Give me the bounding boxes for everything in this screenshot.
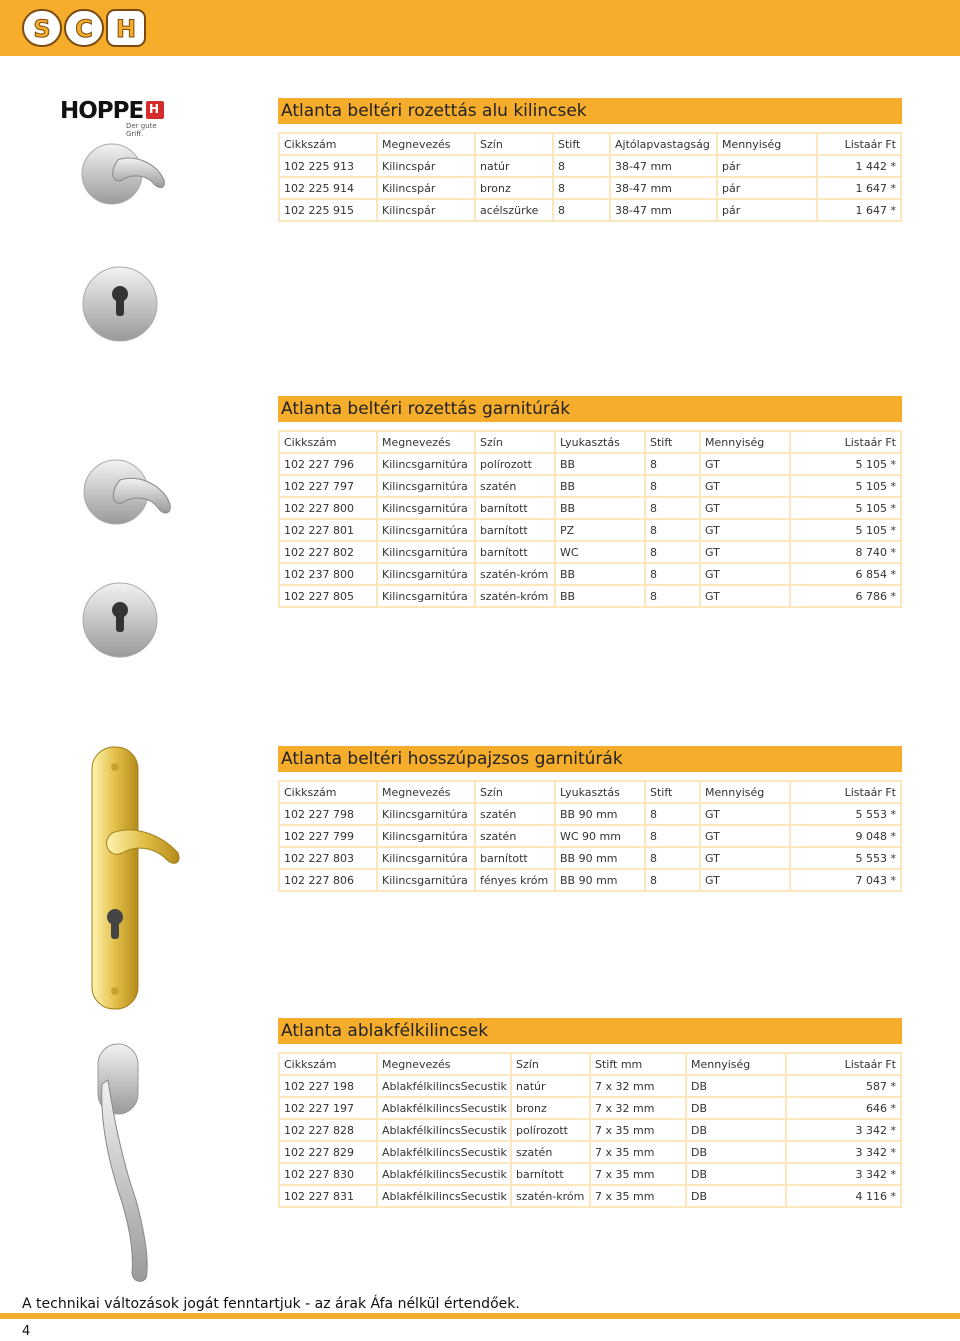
table-cell: natúr [511,1075,590,1097]
svg-text:H: H [115,15,137,43]
column-header: Megnevezés [377,1053,511,1075]
table-cell: barnított [475,847,555,869]
table-cell: 102 225 913 [279,155,377,177]
table-cell: pár [717,199,817,221]
table-cell: Kilincsgarnitúra [377,585,475,607]
table-cell: 8 [645,497,700,519]
column-header: Szín [475,781,555,803]
section-title: Atlanta beltéri hosszúpajzsos garnitúrák [278,746,902,772]
column-header: Szín [511,1053,590,1075]
table-cell: AblakfélkilincsSecustik [377,1185,511,1207]
table-cell: BB 90 mm [555,803,645,825]
table-cell: pár [717,177,817,199]
long-plate-handle-image [82,745,182,1015]
price-table [278,780,902,892]
table-cell: GT [700,803,790,825]
table-cell: natúr [475,155,553,177]
column-header: Stift [645,781,700,803]
page-number: 4 [22,1324,31,1339]
table-cell: GT [700,825,790,847]
table-cell: 8 [553,155,610,177]
table-cell: szatén-króm [475,563,555,585]
table-cell: szatén-króm [511,1185,590,1207]
table-row [279,1163,901,1185]
window-handle-image [92,1040,166,1284]
table-cell: szatén-króm [475,585,555,607]
table-cell: Kilincsgarnitúra [377,497,475,519]
table-cell: Kilincsgarnitúra [377,519,475,541]
hoppe-emblem-icon: H [146,101,164,119]
table-cell: WC 90 mm [555,825,645,847]
table-cell: GT [700,563,790,585]
table-row [279,541,901,563]
table-cell: 8 [645,825,700,847]
table-cell: Kilincsgarnitúra [377,541,475,563]
column-header: Lyukasztás [555,431,645,453]
column-header: Megnevezés [377,133,475,155]
table-row [279,1185,901,1207]
price-table [278,132,902,222]
column-header: Cikkszám [279,133,377,155]
table-cell: 102 227 197 [279,1097,377,1119]
table-cell: 102 227 798 [279,803,377,825]
price-table [278,430,902,608]
lever-handle-image-2 [80,458,172,548]
lever-handle-image-1 [78,140,168,220]
column-header: Megnevezés [377,781,475,803]
table-cell: 9 048 * [790,825,901,847]
table-cell: 102 227 802 [279,541,377,563]
table-cell: 5 105 * [790,453,901,475]
table-cell: GT [700,585,790,607]
table-cell: 102 225 915 [279,199,377,221]
table-cell: polírozott [511,1119,590,1141]
table-cell: GT [700,869,790,891]
table-cell: 8 [645,869,700,891]
table-cell: DB [686,1163,786,1185]
table-cell: 102 227 831 [279,1185,377,1207]
table-cell: 6 786 * [790,585,901,607]
table-cell: DB [686,1141,786,1163]
table-cell: 3 342 * [786,1141,901,1163]
table-cell: BB 90 mm [555,847,645,869]
table-cell: 38-47 mm [610,155,717,177]
column-header: Mennyiség [700,431,790,453]
table-cell: 7 043 * [790,869,901,891]
table-cell: 102 227 800 [279,497,377,519]
table-row [279,1097,901,1119]
section-window-handles [278,1018,902,1208]
table-cell: Kilincsgarnitúra [377,803,475,825]
table-row [279,519,901,541]
table-cell: 5 105 * [790,475,901,497]
table-cell: Kilincsgarnitúra [377,563,475,585]
table-cell: BB [555,453,645,475]
table-row [279,453,901,475]
table-cell: 5 105 * [790,497,901,519]
table-cell: barnított [475,519,555,541]
table-cell: 8 [645,519,700,541]
table-cell: barnított [511,1163,590,1185]
table-row [279,585,901,607]
sch-logo [22,6,146,50]
table-cell: 102 227 796 [279,453,377,475]
table-cell: BB [555,585,645,607]
table-header-row [279,431,901,453]
column-header: Mennyiség [700,781,790,803]
table-row [279,497,901,519]
table-cell: 8 [645,563,700,585]
table-cell: 102 227 806 [279,869,377,891]
table-cell: 7 x 35 mm [590,1119,686,1141]
table-cell: AblakfélkilincsSecustik [377,1075,511,1097]
column-header: Stift [553,133,610,155]
table-cell: 5 553 * [790,803,901,825]
svg-text:S: S [33,15,51,43]
table-cell: bronz [511,1097,590,1119]
table-cell: GT [700,453,790,475]
table-cell: 8 [645,475,700,497]
table-header-row [279,781,901,803]
table-cell: 8 [553,177,610,199]
table-cell: 4 116 * [786,1185,901,1207]
table-row [279,803,901,825]
footer-bar [0,1313,960,1319]
table-cell: szatén [475,803,555,825]
table-cell: WC [555,541,645,563]
table-cell: Kilincsgarnitúra [377,453,475,475]
table-header-row [279,133,901,155]
table-cell: Kilincspár [377,177,475,199]
table-cell: 5 553 * [790,847,901,869]
section-title: Atlanta beltéri rozettás garnitúrák [278,396,902,422]
table-cell: DB [686,1119,786,1141]
table-cell: 102 227 803 [279,847,377,869]
column-header: Mennyiség [686,1053,786,1075]
price-table [278,1052,902,1208]
hoppe-logo [60,98,170,138]
table-cell: acélszürke [475,199,553,221]
table-cell: GT [700,519,790,541]
table-cell: 7 x 32 mm [590,1075,686,1097]
table-row [279,177,901,199]
table-row [279,1141,901,1163]
table-cell: 7 x 35 mm [590,1163,686,1185]
table-cell: 102 227 797 [279,475,377,497]
table-cell: Kilincsgarnitúra [377,475,475,497]
table-cell: 8 [645,847,700,869]
column-header: Listaár Ft [790,781,901,803]
table-row [279,869,901,891]
table-cell: AblakfélkilincsSecustik [377,1141,511,1163]
column-header: Cikkszám [279,431,377,453]
table-row [279,563,901,585]
table-cell: 1 442 * [817,155,901,177]
table-cell: 38-47 mm [610,177,717,199]
table-cell: 102 237 800 [279,563,377,585]
table-header-row [279,1053,901,1075]
table-cell: AblakfélkilincsSecustik [377,1097,511,1119]
table-cell: DB [686,1185,786,1207]
column-header: Cikkszám [279,781,377,803]
section-rosette-sets [278,396,902,608]
table-cell: szatén [475,825,555,847]
table-cell: 587 * [786,1075,901,1097]
table-cell: barnított [475,541,555,563]
table-cell: BB 90 mm [555,869,645,891]
table-cell: Kilincsgarnitúra [377,825,475,847]
table-cell: 1 647 * [817,199,901,221]
table-cell: 102 227 828 [279,1119,377,1141]
table-cell: AblakfélkilincsSecustik [377,1119,511,1141]
table-row [279,199,901,221]
table-cell: 3 342 * [786,1119,901,1141]
table-cell: bronz [475,177,553,199]
table-cell: pár [717,155,817,177]
table-cell: PZ [555,519,645,541]
section-rosette-alu-handles [278,98,902,222]
table-cell: BB [555,497,645,519]
table-cell: Kilincspár [377,199,475,221]
table-row [279,1119,901,1141]
column-header: Szín [475,133,553,155]
table-cell: 102 227 830 [279,1163,377,1185]
table-cell: 7 x 35 mm [590,1141,686,1163]
section-long-plate-sets [278,746,902,892]
table-cell: 38-47 mm [610,199,717,221]
table-cell: 5 105 * [790,519,901,541]
table-cell: 102 227 829 [279,1141,377,1163]
column-header: Stift mm [590,1053,686,1075]
column-header: Listaár Ft [817,133,901,155]
table-cell: barnított [475,497,555,519]
table-row [279,155,901,177]
table-cell: BB [555,475,645,497]
table-cell: DB [686,1097,786,1119]
table-cell: GT [700,847,790,869]
hoppe-wordmark: HOPPE [60,98,144,124]
table-cell: 8 [553,199,610,221]
keyhole-rosette-image-1 [80,264,160,344]
table-cell: fényes króm [475,869,555,891]
column-header: Megnevezés [377,431,475,453]
table-cell: 8 [645,803,700,825]
table-cell: szatén [475,475,555,497]
table-cell: 102 225 914 [279,177,377,199]
section-title: Atlanta ablakfélkilincsek [278,1018,902,1044]
hoppe-tagline: Der gute Griff. [126,122,157,138]
table-cell: 102 227 799 [279,825,377,847]
table-cell: Kilincsgarnitúra [377,869,475,891]
table-cell: 8 [645,541,700,563]
table-row [279,1075,901,1097]
column-header: Listaár Ft [790,431,901,453]
table-cell: 646 * [786,1097,901,1119]
table-cell: 6 854 * [790,563,901,585]
table-cell: 8 [645,585,700,607]
table-cell: 102 227 801 [279,519,377,541]
column-header: Szín [475,431,555,453]
column-header: Stift [645,431,700,453]
table-cell: polírozott [475,453,555,475]
table-cell: 8 740 * [790,541,901,563]
table-row [279,825,901,847]
section-title: Atlanta beltéri rozettás alu kilincsek [278,98,902,124]
column-header: Lyukasztás [555,781,645,803]
table-cell: Kilincsgarnitúra [377,847,475,869]
table-cell: 3 342 * [786,1163,901,1185]
table-cell: AblakfélkilincsSecustik [377,1163,511,1185]
table-cell: 7 x 35 mm [590,1185,686,1207]
footer-note: A technikai változások jogát fenntartjuk - az árak Áfa nélkül értendőek. [22,1296,520,1312]
column-header: Mennyiség [717,133,817,155]
keyhole-rosette-image-2 [80,580,160,660]
table-cell: GT [700,497,790,519]
table-cell: szatén [511,1141,590,1163]
column-header: Cikkszám [279,1053,377,1075]
svg-text:C: C [75,15,93,43]
table-cell: 102 227 805 [279,585,377,607]
table-cell: GT [700,475,790,497]
table-cell: 8 [645,453,700,475]
table-cell: 102 227 198 [279,1075,377,1097]
table-cell: BB [555,563,645,585]
column-header: Ajtólapvastagság [610,133,717,155]
table-cell: Kilincspár [377,155,475,177]
table-cell: 7 x 32 mm [590,1097,686,1119]
table-row [279,475,901,497]
table-cell: GT [700,541,790,563]
table-row [279,847,901,869]
table-cell: 1 647 * [817,177,901,199]
table-cell: DB [686,1075,786,1097]
column-header: Listaár Ft [786,1053,901,1075]
